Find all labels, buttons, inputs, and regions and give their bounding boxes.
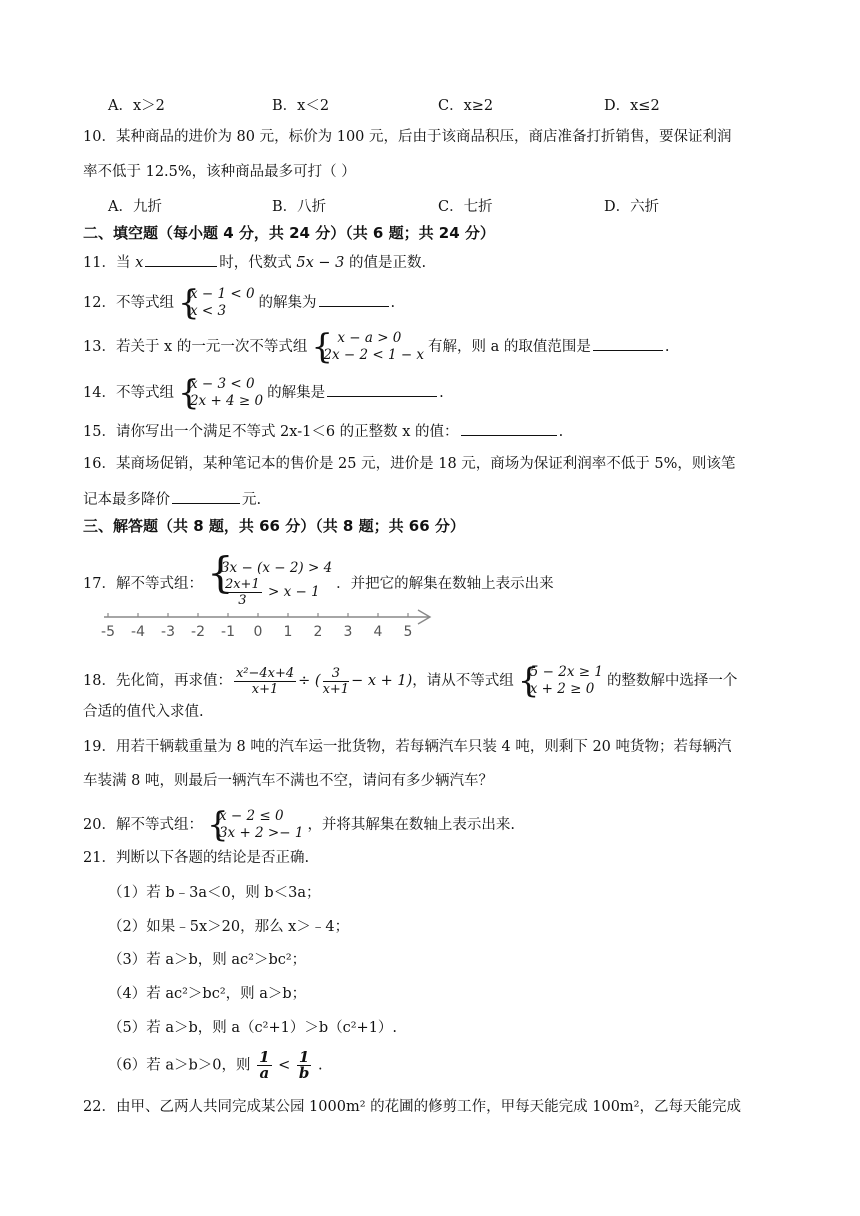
q20-text-post: ，并将其解集在数轴上表示出来. — [307, 817, 516, 833]
q21-item6-fraction-2 — [297, 1050, 311, 1081]
q11-expression: 5x − 3 — [296, 255, 345, 271]
q18-line2: 合适的值代入求值. — [83, 704, 204, 720]
q15-text-end: . — [558, 424, 564, 440]
q13-text-post: 有解，则 a 的取值范围是 — [428, 339, 591, 355]
q18-f2-numerator: 3 — [323, 666, 350, 682]
q18-fraction-2 — [323, 666, 350, 697]
q14-row-1: x − 3 < 0 — [189, 376, 255, 392]
q10-line1: 10．某种商品的进价为 80 元，标价为 100 元，后由于该商品积压，商店准备打折销售，要保证利润 — [83, 129, 732, 145]
q9-option-b: B．x＜2 — [272, 98, 330, 114]
number-line-tick-label: -3 — [161, 624, 175, 640]
q17-text-post: ．并把它的解集在数轴上表示出来 — [336, 576, 554, 592]
q13-row-2: 2x − 2 < 1 − x — [323, 347, 425, 363]
q9-option-a: A．x＞2 — [108, 98, 165, 114]
q21-item6-lt: < — [278, 1057, 291, 1074]
number-line-tick-label: 5 — [403, 624, 413, 640]
question-18 — [83, 661, 738, 701]
q18-tail: − x + 1) — [351, 673, 413, 689]
q16-answer-blank[interactable] — [172, 488, 240, 504]
q14-answer-blank[interactable] — [327, 381, 437, 397]
q19-line1: 19．用若干辆载重量为 8 吨的汽车运一批货物，若每辆汽车只装 4 吨，则剩下 20 吨货物；若每辆汽 — [83, 739, 732, 755]
question-13 — [83, 327, 670, 367]
q21-item-3: （3）若 a＞b，则 ac²＞bc²； — [108, 952, 307, 968]
q21-title: 21．判断以下各题的结论是否正确. — [83, 850, 310, 866]
q17-frac-denominator: 3 — [238, 593, 247, 608]
q18-inequality-system: { 5 − 2x ≥ 1 x + 2 ≥ 0 — [517, 661, 603, 701]
question-12 — [83, 283, 396, 323]
number-line-tick-label: -4 — [131, 624, 145, 640]
q14-inequality-system: { x − 3 < 0 2x + 4 ≥ 0 — [177, 373, 264, 413]
q21-item6-end: . — [317, 1057, 323, 1074]
q11-answer-blank[interactable] — [145, 251, 217, 267]
q13-answer-blank[interactable] — [593, 335, 663, 351]
q21-item6-pre: （6）若 a＞b＞0，则 — [108, 1057, 251, 1074]
number-line-tick-label: -1 — [221, 624, 235, 640]
q15-answer-blank[interactable] — [461, 420, 557, 436]
q18-row-1: 5 − 2x ≥ 1 — [529, 664, 603, 680]
q17-inequality-system: { 3x − (x − 2) > 4 $\frac{2x+1}{3}$ > x − 1 — [206, 548, 333, 608]
number-line-tick-label: 3 — [343, 624, 353, 640]
q18-fraction-1 — [234, 666, 296, 697]
number-line-tick-label: 4 — [373, 624, 383, 640]
q18-row-2: x + 2 ≥ 0 — [529, 681, 595, 697]
q20-row-2: 3x + 2 >− 1 — [218, 825, 304, 841]
q22-line1: 22．由甲、乙两人共同完成某公园 1000m² 的花圃的修剪工作，甲每天能完成 100m²，乙每天能完成 — [83, 1099, 741, 1115]
q13-text-end: . — [664, 339, 670, 355]
q12-text-pre: 12．不等式组 — [83, 295, 174, 311]
q9-option-d: D．x≤2 — [604, 98, 660, 114]
q21-item6-fraction-1 — [257, 1050, 271, 1081]
q13-inequality-system: { x − a > 0 2x − 2 < 1 − x — [311, 327, 425, 367]
q20-inequality-system: { x − 2 ≤ 0 3x + 2 >− 1 — [206, 805, 304, 845]
q11-text-post: 的值是正数. — [344, 255, 427, 271]
question-20 — [83, 805, 516, 845]
number-line-tick-label: 0 — [253, 624, 263, 640]
q12-inequality-system: { x − 1 < 0 x < 3 — [177, 283, 255, 323]
q14-text-pre: 14．不等式组 — [83, 385, 174, 401]
q21-item-1: （1）若 b﹣3a＜0，则 b＜3a； — [108, 885, 321, 901]
q18-divide: ÷ ( — [298, 673, 321, 689]
number-line-tick-label: 2 — [313, 624, 323, 640]
q12-row-1: x − 1 < 0 — [189, 286, 255, 302]
q11-variable: x — [135, 255, 144, 271]
q18-f1-denominator: x+1 — [251, 681, 279, 697]
q21-item-5: （5）若 a＞b，则 a（c²+1）＞b（c²+1）. — [108, 1020, 398, 1036]
q10-option-b: B．八折 — [272, 199, 327, 215]
q12-answer-blank[interactable] — [319, 291, 389, 307]
q21-f1-denominator: a — [259, 1064, 270, 1082]
q9-option-c: C．x≥2 — [438, 98, 494, 114]
q16-text-post: 元. — [242, 492, 262, 508]
q18-f2-denominator: x+1 — [322, 681, 350, 697]
q18-text-post2: 的整数解中选择一个 — [606, 673, 738, 689]
q12-text-end: . — [390, 295, 396, 311]
question-11 — [83, 251, 426, 273]
number-line-tick-label: -5 — [101, 624, 115, 640]
q21-f2-numerator: 1 — [298, 1048, 310, 1066]
q17-text-pre: 17．解不等式组： — [83, 576, 203, 592]
number-line-tick-label: -2 — [191, 624, 205, 640]
q10-option-c: C．七折 — [438, 199, 493, 215]
q19-line2: 车装满 8 吨，则最后一辆汽车不满也不空，请问有多少辆汽车？ — [83, 773, 493, 789]
question-17 — [83, 548, 554, 608]
q13-row-1: x − a > 0 — [337, 330, 402, 346]
q10-option-a: A．九折 — [108, 199, 162, 215]
q11-text-mid: 时，代数式 — [219, 255, 297, 271]
q21-item-2: （2）如果﹣5x＞20，那么 x＞﹣4； — [108, 919, 350, 935]
q20-text-pre: 20．解不等式组： — [83, 817, 203, 833]
q11-text-pre: 11．当 — [83, 255, 136, 271]
q16-line1: 16．某商场促销，某种笔记本的售价是 25 元，进价是 18 元，商场为保证利润率不低于 5%，则该笔 — [83, 456, 736, 472]
q21-f2-denominator: b — [298, 1064, 310, 1082]
q21-f1-numerator: 1 — [259, 1048, 270, 1066]
q17-row-1: 3x − (x − 2) > 4 — [220, 560, 333, 576]
q21-item-4: （4）若 ac²＞bc²，则 a＞b； — [108, 986, 307, 1002]
q17-row-2-tail: > x − 1 — [268, 584, 320, 600]
q18-text-post: ，请从不等式组 — [412, 673, 514, 689]
q16-line2 — [83, 488, 261, 510]
q21-item-6 — [108, 1050, 323, 1081]
q12-row-2: x < 3 — [189, 303, 227, 319]
q17-frac-numerator: 2x+1 — [224, 577, 260, 592]
question-14 — [83, 373, 444, 413]
q14-text-post: 的解集是 — [267, 385, 326, 401]
q18-text-pre: 18．先化简，再求值： — [83, 673, 232, 689]
q20-row-1: x − 2 ≤ 0 — [218, 808, 284, 824]
q14-row-2: 2x + 4 ≥ 0 — [189, 393, 264, 409]
q18-f1-numerator: x²−4x+4 — [235, 665, 295, 681]
q15-text: 15．请你写出一个满足不等式 2x-1＜6 的正整数 x 的值： — [83, 424, 459, 440]
question-15 — [83, 420, 563, 442]
number-line-tick-label: 1 — [283, 624, 293, 640]
q16-text-pre: 记本最多降价 — [83, 492, 170, 508]
q10-option-d: D．六折 — [604, 199, 660, 215]
q14-text-end: . — [439, 385, 444, 401]
q10-line2: 率不低于 12.5%，该种商品最多可打（ ） — [83, 164, 356, 180]
number-line — [90, 604, 440, 644]
section-2-heading: 二、填空题（每小题 4 分，共 24 分）（共 6 题；共 24 分） — [83, 224, 495, 242]
section-3-heading: 三、解答题（共 8 题，共 66 分）（共 8 题；共 66 分） — [83, 517, 465, 535]
q12-text-post: 的解集为 — [258, 295, 317, 311]
q13-text-pre: 13．若关于 x 的一元一次不等式组 — [83, 339, 308, 355]
